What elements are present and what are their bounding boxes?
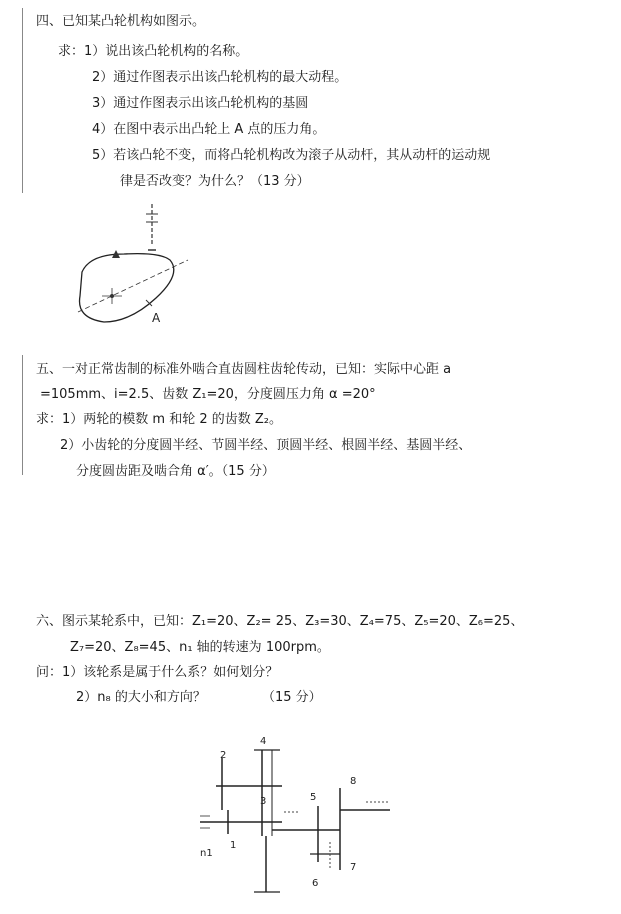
q4-ask-4: 4）在图中表示出凸轮上 A 点的压力角。 [92, 122, 326, 137]
margin-rule-top [22, 8, 23, 193]
gear-7-label: 7 [350, 862, 357, 873]
gear-2-label: 2 [220, 750, 227, 761]
q4-ask-3: 3）通过作图表示出该凸轮机构的基圆 [92, 96, 309, 111]
q4-ask-2: 2）通过作图表示出该凸轮机构的最大动程。 [92, 70, 348, 85]
q6-ask-1: 问：1）该轮系是属于什么系？如何划分？ [36, 665, 279, 680]
n1-label: n1 [200, 848, 213, 859]
q4-ask-5b: 律是否改变？为什么？（13 分） [120, 174, 310, 189]
q5-ask-2b: 分度圆齿距及啮合角 α′。（15 分） [76, 464, 275, 479]
gear-1-label: 1 [230, 840, 237, 851]
gear-train-figure [190, 730, 400, 905]
gear-4-label: 4 [260, 736, 267, 747]
gear-3-label: 3 [260, 796, 267, 807]
q6-ask-2: 2）n₈ 的大小和方向？ [76, 690, 206, 705]
gear-6-label: 6 [312, 878, 319, 889]
q5-line-1: 五、一对正常齿制的标准外啮合直齿圆柱齿轮传动，已知：实际中心距 a [36, 362, 452, 377]
q6-score: （15 分） [262, 690, 322, 705]
cam-mechanism-figure [60, 200, 210, 335]
q5-ask-2a: 2）小齿轮的分度圆半经、节圆半经、顶圆半经、根圆半经、基圆半经、 [60, 438, 472, 453]
q5-line-2: =105mm、i=2.5、齿数 Z₁=20，分度圆压力角 α =20° [40, 387, 376, 402]
q4-title: 四、已知某凸轮机构如图示。 [36, 14, 206, 29]
margin-rule-mid [22, 355, 23, 475]
q6-line-2: Z₇=20、Z₈=45、n₁ 轴的转速为 100rpm。 [70, 640, 330, 655]
q6-line-1: 六、图示某轮系中，已知：Z₁=20、Z₂= 25、Z₃=30、Z₄=75、Z₅=20、Z₆=25、 [36, 614, 524, 629]
gear-8-label: 8 [350, 776, 357, 787]
gear-5-label: 5 [310, 792, 317, 803]
q4-ask-1: 求：1）说出该凸轮机构的名称。 [58, 44, 249, 59]
q5-ask-1: 求：1）两轮的模数 m 和轮 2 的齿数 Z₂。 [36, 412, 282, 427]
q4-ask-5a: 5）若该凸轮不变，而将凸轮机构改为滚子从动杆，其从动杆的运动规 [92, 148, 491, 163]
cam-point-a-label: A [152, 311, 161, 325]
